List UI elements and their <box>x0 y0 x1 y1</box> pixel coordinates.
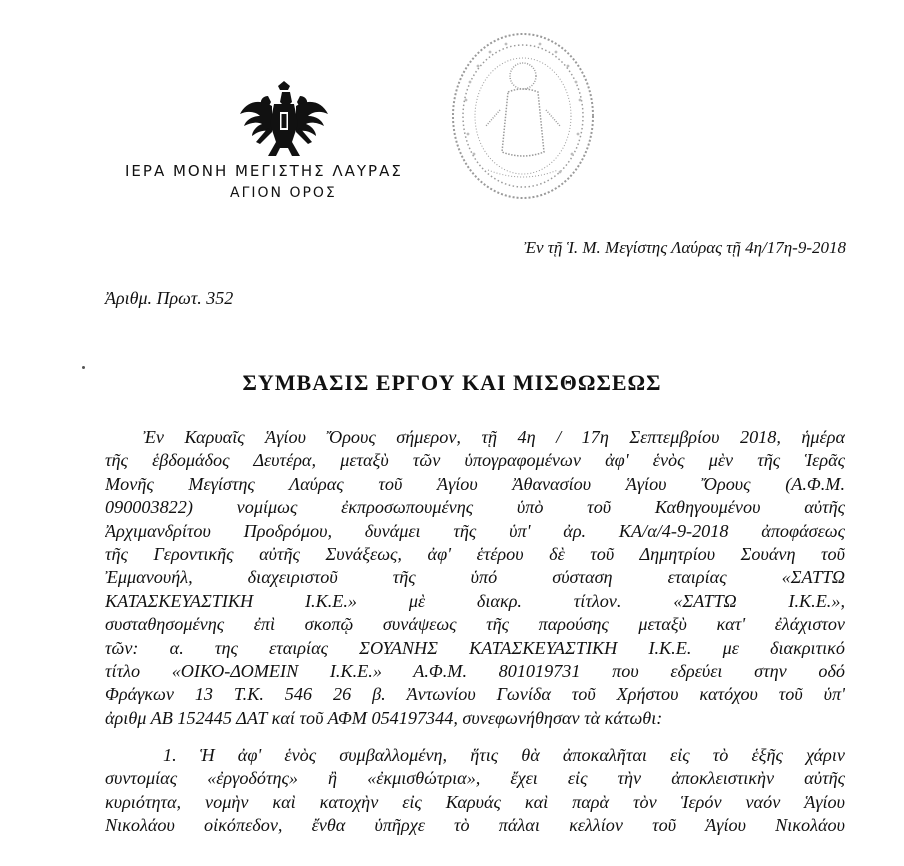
body-line: συσταθησομένης ἐπὶ σκοπῷ συνάψεως τῆς παρούσης μεταξὺ κατ' ἐλάχιστον <box>105 614 845 635</box>
protocol-number: Ἀριθμ. Πρωτ. 352 <box>105 288 234 308</box>
body-line: Ἐν Καρυαῖς Ἁγίου Ὄρους σήμερον, τῇ 4η / 17η Σεπτεμβρίου 2018, ἡμέρα <box>143 427 845 447</box>
body-line: Φράγκων 13 Τ.Κ. 546 26 β. Ἀντωνίου Γωνίδα τοῦ Χρήστου κατόχου τοῦ ὑπ' <box>105 684 845 705</box>
double-headed-eagle-emblem <box>238 80 330 162</box>
body-line: ἀριθμ ΑΒ 152445 ΔΑΤ καί τοῦ ΑΦΜ 054197344, συνεφωνήθησαν τὰ κάτωθι: <box>105 707 663 728</box>
body-line: 090003822) νομίμως ἐκπροσωπουμένης ὑπὸ τοῦ Καθηγουμένου αὐτῆς <box>105 497 845 518</box>
document-title: ΣΥΜΒΑΣΙΣ ΕΡΓΟΥ ΚΑΙ ΜΙΣΘΩΣΕΩΣ <box>242 370 662 395</box>
clause-line: συντομίας «ἐργοδότης» ἢ «ἐκμισθώτρια», ἔχει εἰς τὴν ἀποκλειστικὴν αὐτῆς <box>105 768 845 789</box>
body-line: ΚΑΤΑΣΚΕΥΑΣΤΙΚΗ Ι.Κ.Ε.» μὲ διακρ. τίτλον. «ΣΑΤΤΩ Ι.Κ.Ε.», <box>105 590 845 611</box>
clause-line: 1. Ἡ ἀφ' ἑνὸς συμβαλλομένη, ἥτις θὰ ἀποκαλῆται εἰς τὸ ἑξῆς χάριν <box>163 745 845 766</box>
body-line: τῆς ἑβδομάδος Δευτέρα, μεταξὺ τῶν ὑπογραφομένων ἀφ' ἑνὸς μὲν τῆς Ἱερᾶς <box>105 450 845 471</box>
monastery-seal <box>448 30 598 202</box>
body-line: Μονῆς Μεγίστης Λαύρας τοῦ Ἁγίου Ἀθανασίου Ἁγίου Ὄρους (Α.Φ.Μ. <box>105 473 845 494</box>
clause-line: κυριότητα, νομὴν καὶ κατοχὴν εἰς Καρυάς καὶ παρὰ τὸν Ἱερόν ναόν Ἁγίου <box>105 791 845 812</box>
body-line: Ἐμμανουήλ, διαχειριστοῦ τῆς ὑπό σύσταση εταιρίας «ΣΑΤΤΩ <box>105 567 845 588</box>
body-line: Ἀρχιμανδρίτου Προδρόμου, δυνάμει τῆς ὑπ' ἀρ. ΚΑ/α/4-9-2018 ἀποφάσεως <box>105 520 845 541</box>
margin-mark <box>82 366 85 369</box>
body-line: τῶν: α. της εταιρίας ΣΟΥΑΝΗΣ ΚΑΤΑΣΚΕΥΑΣΤΙΚΗ Ι.Κ.Ε. με διακριτικό <box>105 637 845 658</box>
body-line: τίτλο «ΟΙΚΟ-ΔΟΜΕΙΝ Ι.Κ.Ε.» Α.Φ.Μ. 801019731 που εδρεύει στην οδό <box>105 660 845 681</box>
body-line: τῆς Γεροντικῆς αὐτῆς Συνάξεως, ἀφ' ἑτέρου δὲ τοῦ Δημητρίου Σουάνη τοῦ <box>105 543 845 564</box>
monastery-location: ΑΓΙΟΝ ΟΡΟΣ <box>230 185 337 201</box>
monastery-name: ΙΕΡΑ ΜΟΝΗ ΜΕΓΙΣΤΗΣ ΛΑΥΡΑΣ <box>125 162 403 180</box>
document-body <box>105 426 845 838</box>
date-line: Ἐν τῇ Ἱ. Μ. Μεγίστης Λαύρας τῇ 4η/17η-9-2018 <box>523 238 846 257</box>
clause-line: Νικολάου οἰκόπεδον, ἔνθα ὑπῆρχε τὸ πάλαι κελλίον τοῦ Ἁγίου Νικολάου <box>105 815 845 836</box>
